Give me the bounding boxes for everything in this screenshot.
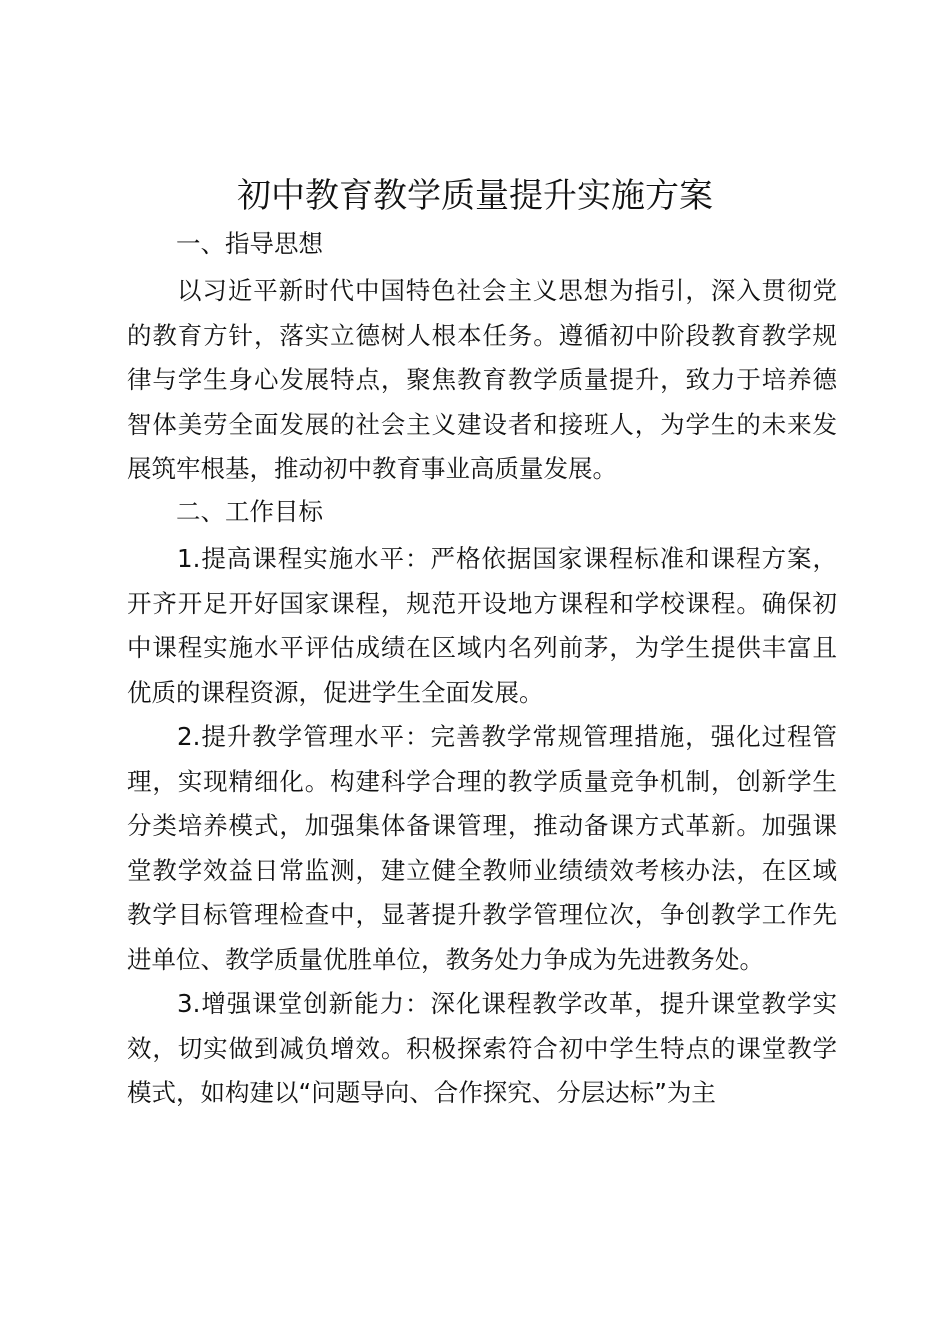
section-paragraph-guiding-ideology — [127, 269, 837, 492]
paragraph: 以习近平新时代中国特色社会主义思想为指引，深入贯彻党的教育方针，落实立德树人根本任务。遵循初中阶段教育教学规律与学生身心发展特点，聚焦教育教学质量提升，致力于培养德智体美劳全面发展的社会主义建设者和接班人，为学生的未来发展筑牢根基，推动初中教育事业高质量发展。 — [127, 276, 837, 483]
goal-item-3: 3.增强课堂创新能力：深化课程教学改革，提升课堂教学实效，切实做到减负增效。积极探索符合初中学生特点的课堂教学模式，如构建以“问题导向、合作探究、分层达标”为主 — [127, 989, 837, 1107]
section-heading-work-goals: 二、工作目标 — [176, 497, 323, 526]
section-heading-guiding-ideology: 一、指导思想 — [176, 229, 323, 258]
goal-item-2: 2.提升教学管理水平：完善教学常规管理措施，强化过程管理，实现精细化。构建科学合理的教学质量竞争机制，创新学生分类培养模式，加强集体备课管理，推动备课方式革新。加强课堂教学效益日常监测，建立健全教师业绩绩效考核办法，在区域教学目标管理检查中，显著提升教学管理位次，争创教学工作先进单位、教学质量优胜单位，教务处力争成为先进教务处。 — [127, 722, 837, 974]
goal-item-1: 1.提高课程实施水平：严格依据国家课程标准和课程方案，开齐开足开好国家课程，规范开设地方课程和学校课程。确保初中课程实施水平评估成绩在区域内名列前茅，为学生提供丰富且优质的课程资源，促进学生全面发展。 — [127, 544, 837, 707]
goal-list — [127, 537, 837, 1116]
document-title: 初中教育教学质量提升实施方案 — [237, 176, 713, 216]
